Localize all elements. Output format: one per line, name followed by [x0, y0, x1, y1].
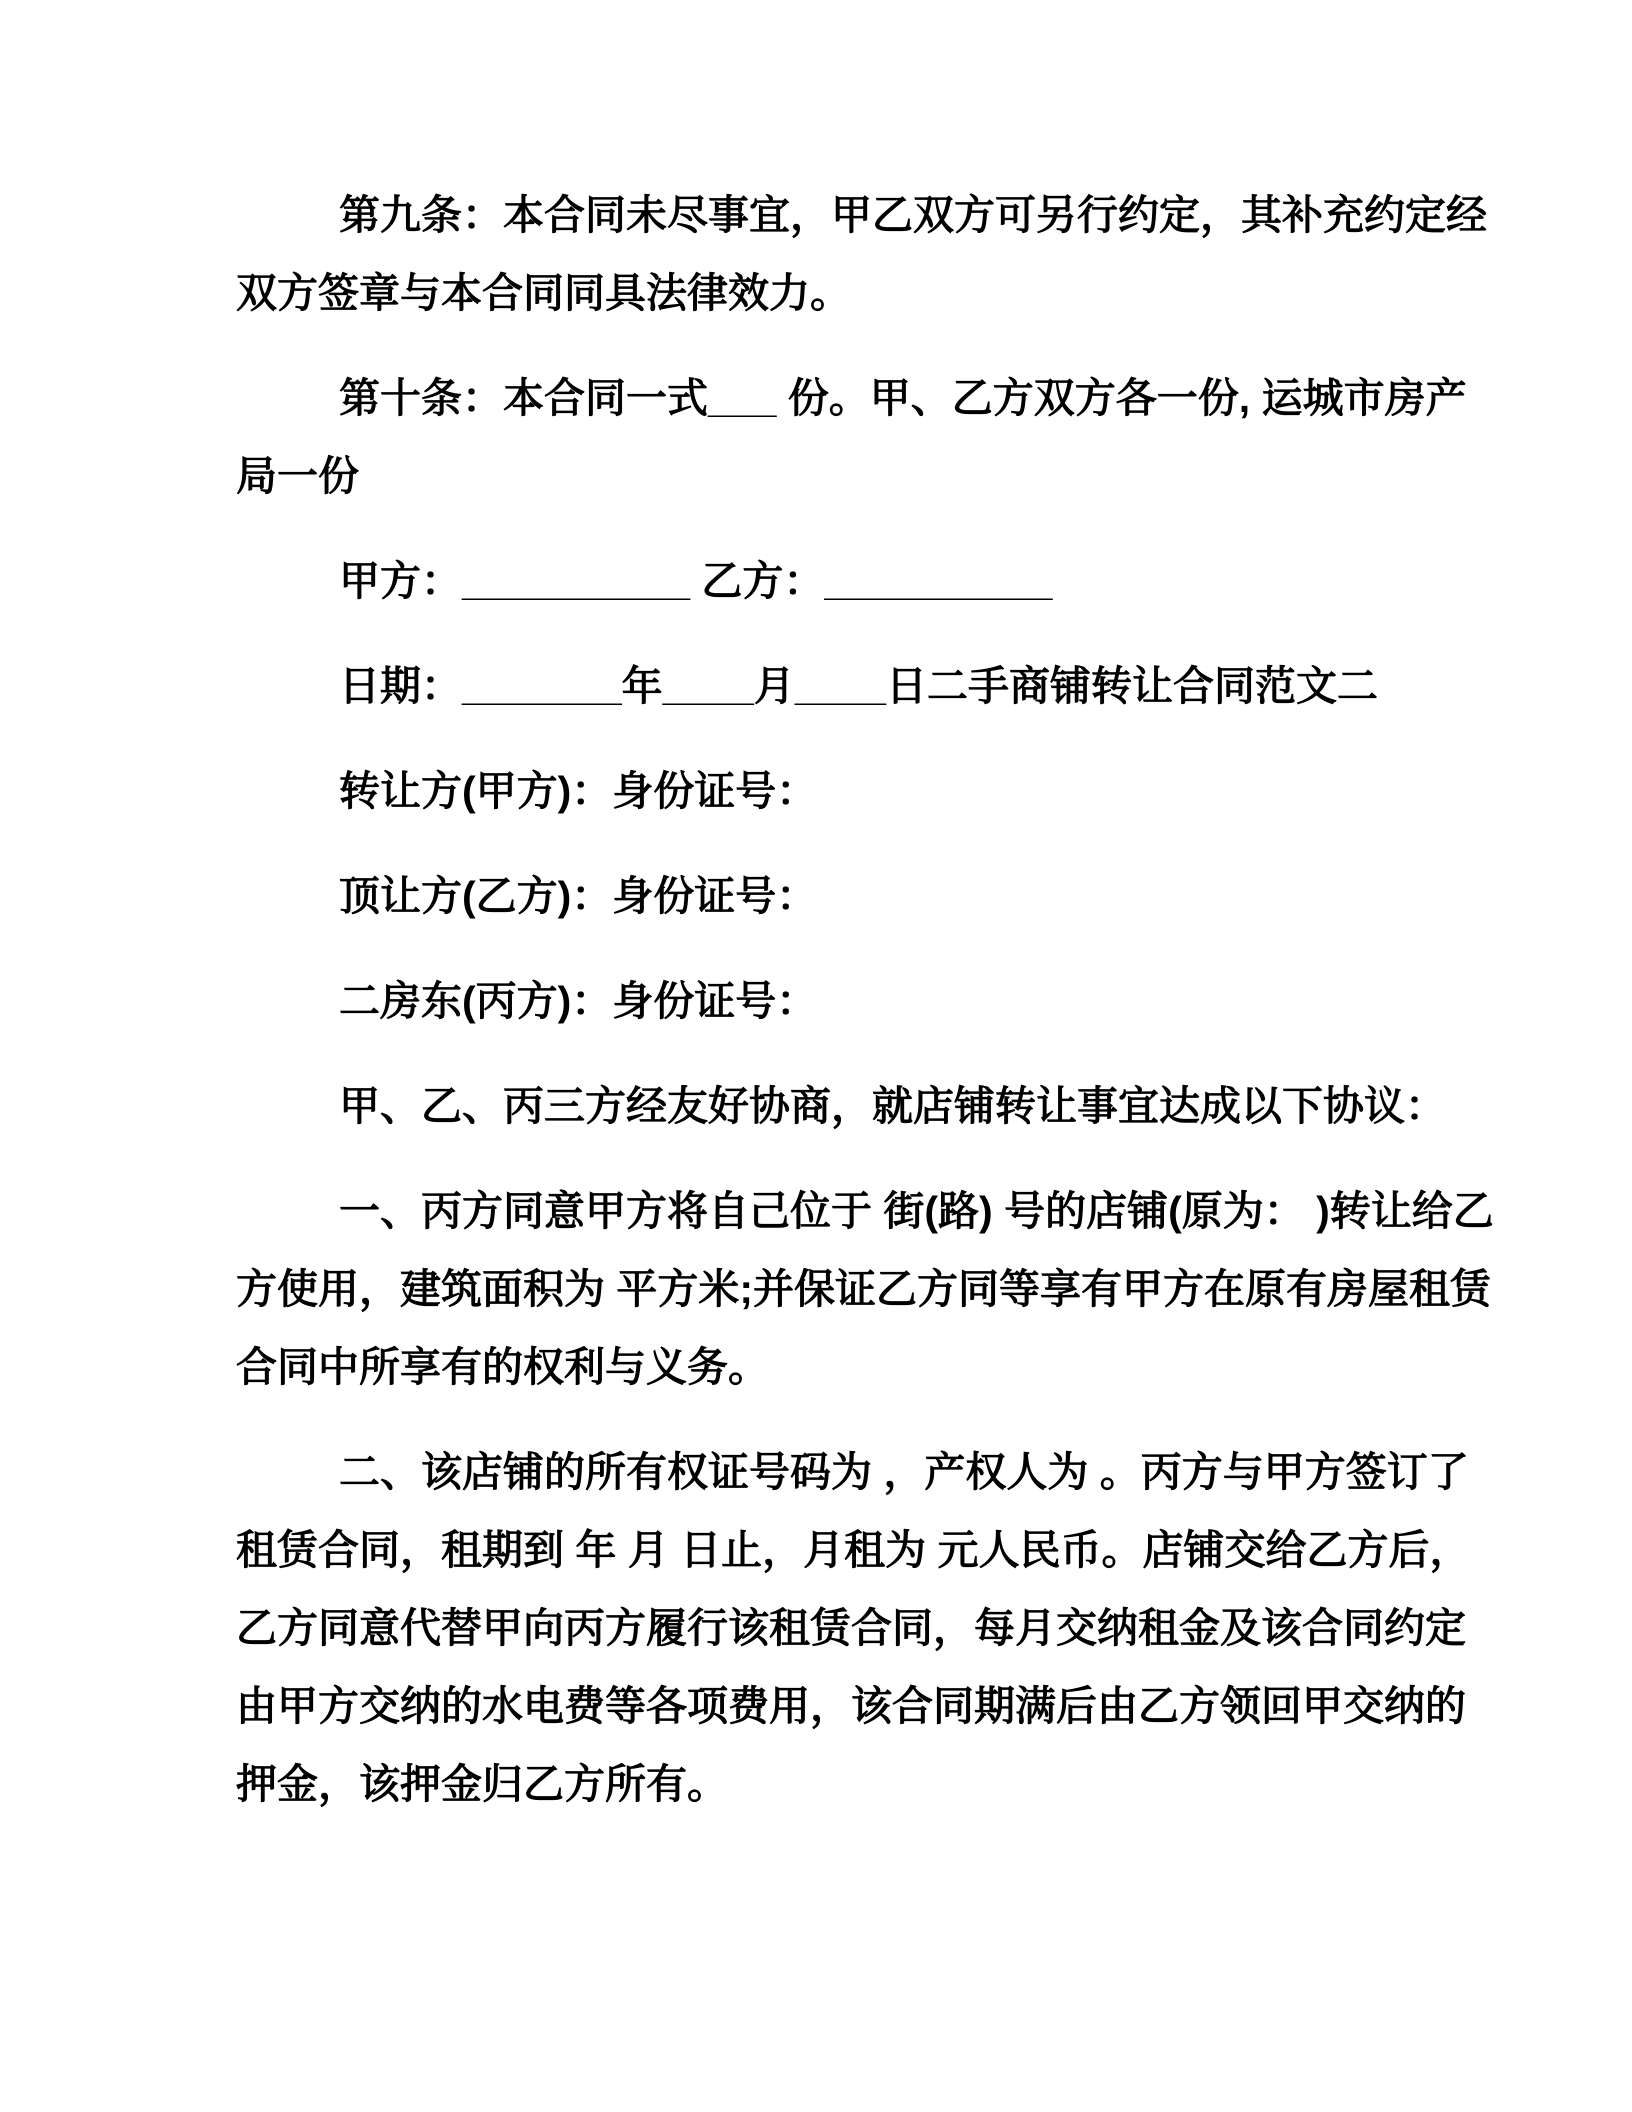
text-line: 二房东(丙方)：身份证号：: [339, 978, 818, 1024]
paragraph-agreement-intro: [236, 1067, 1492, 1145]
paragraph-transferor-party-a: [236, 752, 1492, 830]
text-line: 转让方(甲方)：身份证号：: [339, 768, 818, 814]
paragraph-transferee-party-b: [236, 857, 1492, 935]
paragraph-article-10: [236, 359, 1492, 515]
paragraph-clause-1: [236, 1172, 1492, 1406]
text-line: 顶让方(乙方)：身份证号：: [339, 873, 818, 919]
text-line: 方使用，建筑面积为 平方米;并保证乙方同等享有甲方在原有房屋租赁: [236, 1266, 1492, 1312]
paragraph-sublandlord-party-c: [236, 962, 1492, 1040]
text-line: 乙方同意代替甲向丙方履行该租赁合同，每月交纳租金及该合同约定: [236, 1605, 1466, 1651]
text-line: 第九条：本合同未尽事宜，甲乙双方可另行约定，其补充约定经: [339, 192, 1487, 238]
text-line: 一、丙方同意甲方将自己位于 街(路) 号的店铺(原为： )转让给乙: [339, 1188, 1494, 1234]
paragraph-signature-parties: [236, 542, 1492, 620]
paragraph-clause-2: [236, 1433, 1492, 1823]
text-line: 日期：_______年____月____日二手商铺转让合同范文二: [339, 663, 1379, 709]
text-line: 甲、乙、丙三方经友好协商，就店铺转让事宜达成以下协议：: [339, 1083, 1446, 1129]
text-line: 第十条：本合同一式___ 份。甲、乙方双方各一份, 运城市房产: [339, 375, 1467, 421]
paragraph-article-9: [236, 176, 1492, 332]
text-line: 双方签章与本合同同具法律效力。: [236, 270, 851, 316]
text-line: 甲方：__________ 乙方：__________: [339, 558, 1053, 604]
text-line: 局一份: [236, 453, 359, 499]
text-line: 由甲方交纳的水电费等各项费用，该合同期满后由乙方领回甲交纳的: [236, 1683, 1466, 1729]
paragraph-date-line: [236, 647, 1492, 725]
text-line: 押金，该押金归乙方所有。: [236, 1761, 728, 1807]
text-line: 二、该店铺的所有权证号码为 ，产权人为 。丙方与甲方签订了: [339, 1449, 1469, 1495]
text-line: 租赁合同，租期到 年 月 日止，月租为 元人民币。店铺交给乙方后，: [236, 1527, 1471, 1573]
text-line: 合同中所享有的权利与义务。: [236, 1344, 769, 1390]
